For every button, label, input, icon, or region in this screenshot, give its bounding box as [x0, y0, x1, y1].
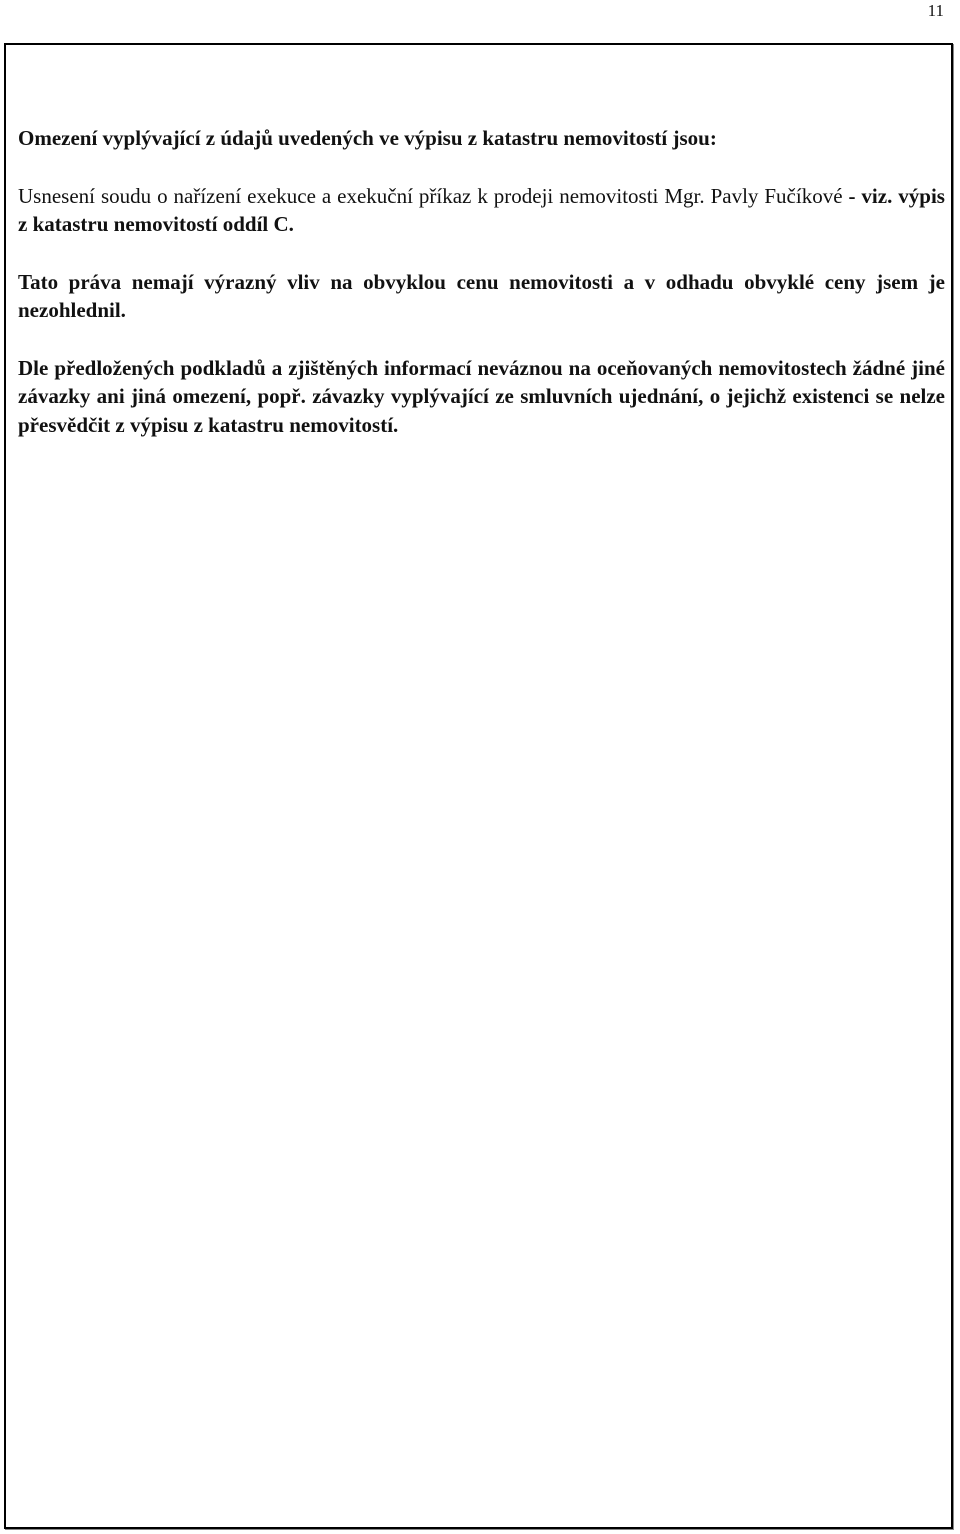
- document-body: [18, 124, 945, 439]
- paragraph-restrictions: [18, 182, 945, 239]
- paragraph-restrictions-text: Usnesení soudu o nařízení exekuce a exekuční příkaz k prodeji nemovitosti Mgr. Pavly Fučíkové: [18, 183, 843, 208]
- paragraph-other-encumbrances: Dle předložených podkladů a zjištěných informací neváznou na oceňovaných nemovitostech žádné jiné závazky ani jiná omezení, popř. závazky vyplývající ze smluvních ujednání, o jejichž existenci se nelze přesvědčit z výpisu z katastru nemovitostí.: [18, 355, 945, 437]
- section-heading: Omezení vyplývající z údajů uvedených ve výpisu z katastru nemovitostí jsou:: [18, 126, 717, 150]
- paragraph-restrictions-reference: - viz. výpis z katastru nemovitostí oddíl C.: [18, 183, 945, 236]
- page-number: 11: [927, 1, 944, 20]
- paragraph-valuation-impact: Tato práva nemají výrazný vliv na obvyklou cenu nemovitosti a v odhadu obvyklé ceny jsem je nezohlednil.: [18, 269, 945, 322]
